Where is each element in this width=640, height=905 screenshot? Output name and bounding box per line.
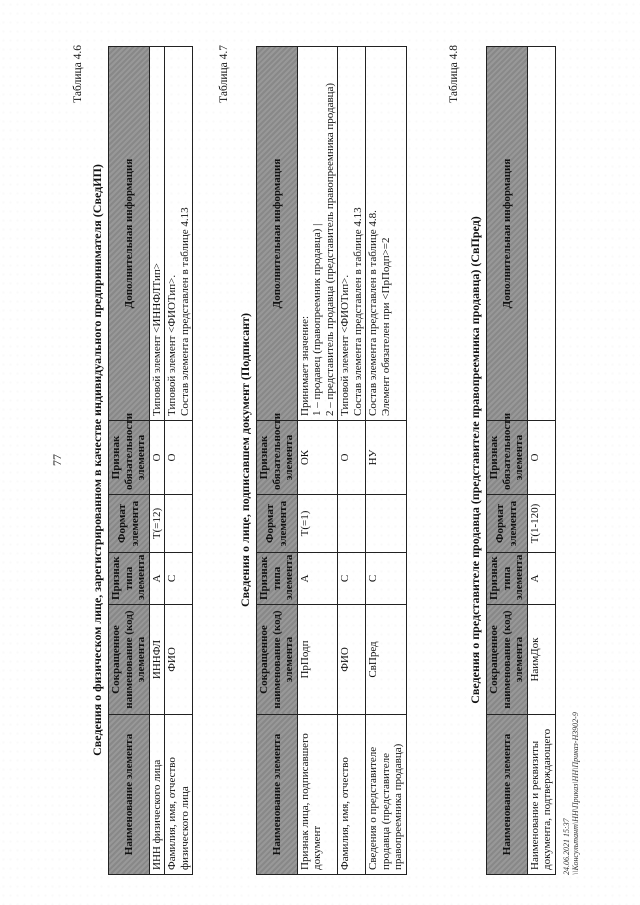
cell-info: Типовой элемент <ИННФЛТип> [149,47,165,421]
table-4-7 [256,46,407,875]
cell-format: Т(=1) [297,495,338,553]
cell-info: Типовой элемент <ФИОТип>. Состав элемента представлен в таблице 4.13 [165,47,193,421]
cell-code: ФИО [165,605,193,715]
header-name: Наименование элемента [487,715,528,875]
table-header-row [109,47,150,875]
header-required: Признак обязательности элемента [487,421,528,495]
cell-info: Типовой элемент <ФИОТип>. Состав элемента представлен в таблице 4.13 [338,47,366,421]
header-name: Наименование элемента [257,715,298,875]
cell-name: Сведения о представителе продавца (представителе правопреемника продавца) [366,715,407,875]
header-code: Сокращенное наименование (код) элемента [487,605,528,715]
cell-type: А [149,553,165,605]
header-name: Наименование элемента [109,715,150,875]
rotated-content [50,45,590,875]
cell-type: С [165,553,193,605]
table-4-6 [108,46,193,875]
table-row [527,47,555,875]
table-4-8-title: Сведения о представителе продавца (представителе правопреемника продавца) (СвПред) [468,216,482,704]
footer [562,575,580,875]
cell-required: О [149,421,165,495]
cell-type: А [297,553,338,605]
table-row [338,47,366,875]
header-type: Признак типа элемента [257,553,298,605]
cell-required: НУ [366,421,407,495]
cell-info: Принимает значение: 1 – продавец (правопреемник продавца) | 2 – представитель продавца (представитель правопреемника продавца) [297,47,338,421]
header-type: Признак типа элемента [109,553,150,605]
header-required: Признак обязательности элемента [257,421,298,495]
header-format: Формат элемента [257,495,298,553]
header-format: Формат элемента [487,495,528,553]
cell-type: С [338,553,366,605]
cell-format [366,495,407,553]
table-4-7-title: Сведения о лице, подписавшем документ (Подписант) [238,312,252,608]
table-header-row [257,47,298,875]
table-4-8-label: Таблица 4.8 [448,45,460,103]
table-row [297,47,338,875]
cell-code: НаимДок [527,605,555,715]
cell-required: О [165,421,193,495]
cell-name: Признак лица, подписавшего документ [297,715,338,875]
cell-type: А [527,553,555,605]
header-info: Дополнительная информация [109,47,150,421]
header-info: Дополнительная информация [487,47,528,421]
cell-format [338,495,366,553]
cell-required: ОК [297,421,338,495]
cell-name: Фамилия, имя, отчество физического лица [165,715,193,875]
header-code: Сокращенное наименование (код) элемента [109,605,150,715]
cell-code: ИННФЛ [149,605,165,715]
header-type: Признак типа элемента [487,553,528,605]
cell-format: Т(1-120) [527,495,555,553]
cell-name: Наименование и реквизиты документа, подтверждающего [527,715,555,875]
header-required: Признак обязательности элемента [109,421,150,495]
table-row [366,47,407,875]
cell-code: ФИО [338,605,366,715]
header-code: Сокращенное наименование (код) элемента [257,605,298,715]
cell-format: Т(=12) [149,495,165,553]
table-4-7-label: Таблица 4.7 [218,45,230,103]
cell-required: О [527,421,555,495]
table-4-6-title: Сведения о физическом лице, зарегистрированном в качестве индивидуального предпринимателя (СведИП) [90,164,104,756]
cell-name: Фамилия, имя, отчество [338,715,366,875]
table-header-row [487,47,528,875]
footer-path: \\Консультант\НН\Приказ\НН\Приказ-НЗ902-9 [571,712,580,875]
table-row [165,47,193,875]
cell-info: Состав элемента представлен в таблице 4.8. Элемент обязателен при <ПрПодп>=2 [366,47,407,421]
cell-required: О [338,421,366,495]
table-row [149,47,165,875]
cell-name: ИНН физического лица [149,715,165,875]
header-format: Формат элемента [109,495,150,553]
header-info: Дополнительная информация [257,47,298,421]
cell-code: ПрПодп [297,605,338,715]
footer-date: 24.06.2021 15:37 [562,818,571,875]
cell-info [527,47,555,421]
page-number: 77 [50,454,64,466]
cell-type: С [366,553,407,605]
cell-format [165,495,193,553]
cell-code: СвПред [366,605,407,715]
table-4-6-label: Таблица 4.6 [72,45,84,103]
table-4-8 [486,46,556,875]
